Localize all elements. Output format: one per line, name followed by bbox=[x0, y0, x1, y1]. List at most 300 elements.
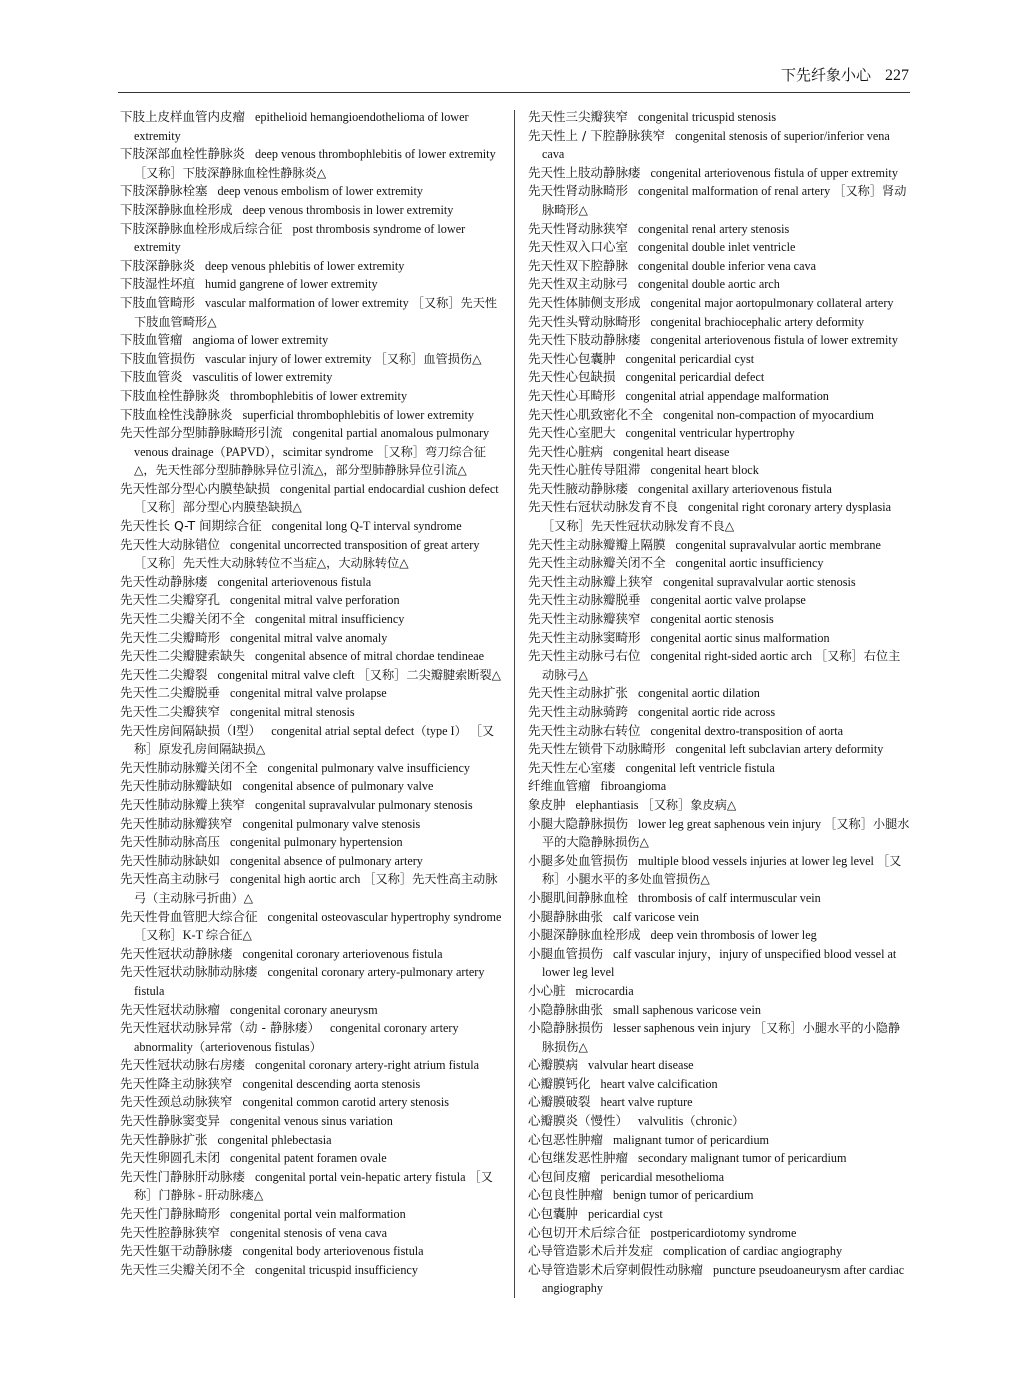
entry-term-english: congenital pulmonary hypertension bbox=[230, 835, 403, 850]
glossary-entry bbox=[528, 1131, 912, 1150]
entry-term-english: congenital osteovascular hypertrophy syndrome ［又称］K-T 综合征△ bbox=[134, 909, 502, 943]
entry-term-english: fibroangioma bbox=[600, 779, 667, 794]
entry-term-english: congenital mitral stenosis bbox=[230, 705, 355, 719]
entry-term-english: congenital right coronary artery dysplasia ［又称］先天性冠状动脉发育不良△ bbox=[542, 500, 892, 534]
glossary-entry bbox=[120, 517, 504, 536]
glossary-entry bbox=[120, 666, 504, 685]
glossary-entry bbox=[120, 1131, 504, 1150]
entry-term-chinese: 心瓣膜病 bbox=[528, 1057, 579, 1073]
glossary-entry bbox=[528, 1093, 912, 1112]
entry-term-english: congenital pericardial defect bbox=[625, 370, 765, 385]
glossary-entry bbox=[528, 703, 912, 722]
entry-term-chinese: 小隐静脉损伤 bbox=[528, 1020, 604, 1036]
glossary-entry bbox=[528, 257, 912, 276]
glossary-entry bbox=[120, 1093, 504, 1112]
entry-term-chinese: 心包囊肿 bbox=[528, 1206, 579, 1222]
entry-term-english: congenital mitral valve prolapse bbox=[230, 686, 387, 701]
entry-term-english: congenital descending aorta stenosis bbox=[242, 1076, 421, 1091]
entry-term-english: valvulitis（chronic） bbox=[638, 1114, 745, 1129]
entry-term-english: calf varicose vein bbox=[613, 909, 699, 924]
entry-term-chinese: 先天性心脏传导阻滞 bbox=[528, 462, 641, 478]
entry-term-chinese: 下肢血栓性浅静脉炎 bbox=[120, 406, 233, 422]
glossary-entry bbox=[528, 554, 912, 573]
entry-term-chinese: 先天性长 Q-T 间期综合征 bbox=[120, 518, 262, 534]
entry-term-chinese: 先天性三尖瓣狭窄 bbox=[528, 109, 629, 124]
entry-term-english: secondary malignant tumor of pericardium bbox=[638, 1151, 847, 1166]
glossary-entry bbox=[120, 833, 504, 852]
entry-term-chinese: 先天性主动脉弓右位 bbox=[528, 648, 641, 664]
entry-term-chinese: 先天性躯干动静脉瘘 bbox=[120, 1243, 233, 1259]
header-title: 下先纤象小心 bbox=[780, 66, 871, 84]
entry-term-chinese: 先天性骨血管肥大综合征 bbox=[120, 908, 258, 924]
glossary-entry bbox=[528, 331, 912, 350]
glossary-entry bbox=[528, 1149, 912, 1168]
glossary-entry bbox=[528, 629, 912, 648]
glossary-entry bbox=[528, 1112, 912, 1131]
glossary-entry bbox=[120, 406, 504, 425]
entry-term-chinese: 下肢血管瘤 bbox=[120, 332, 183, 348]
glossary-entry bbox=[528, 275, 912, 294]
glossary-entry bbox=[120, 536, 504, 573]
entry-term-chinese: 先天性降主动脉狭窄 bbox=[120, 1075, 233, 1091]
entry-term-english: congenital double inlet ventricle bbox=[638, 240, 796, 255]
entry-term-english: congenital left subclavian artery deformity bbox=[675, 742, 884, 757]
entry-term-english: congenital long Q-T interval syndrome bbox=[271, 519, 462, 534]
glossary-entry bbox=[120, 963, 504, 1000]
entry-term-chinese: 先天性主动脉瓣关闭不全 bbox=[528, 555, 666, 571]
glossary-entry bbox=[120, 1168, 504, 1205]
glossary-entry bbox=[120, 1224, 504, 1243]
entry-term-english: deep venous thrombosis in lower extremity bbox=[242, 202, 454, 217]
entry-term-english: post thrombosis syndrome of lower extremity bbox=[134, 221, 466, 255]
entry-term-english: congenital mitral valve cleft ［又称］二尖瓣腱索断裂△ bbox=[217, 667, 502, 682]
entry-term-chinese: 先天性心包缺损 bbox=[528, 369, 616, 385]
entry-term-chinese: 先天性体肺侧支形成 bbox=[528, 294, 641, 310]
entry-term-chinese: 小腿肌间静脉血栓 bbox=[528, 889, 629, 905]
entry-term-english: congenital brachiocephalic artery deformity bbox=[650, 314, 865, 329]
running-header bbox=[781, 64, 909, 85]
glossary-entry bbox=[120, 815, 504, 834]
entry-term-chinese: 心导管造影术后穿刺假性动脉瘤 bbox=[528, 1261, 704, 1277]
glossary-entry bbox=[528, 108, 912, 127]
entry-term-chinese: 先天性心包囊肿 bbox=[528, 350, 616, 366]
entry-term-english: congenital dextro-transposition of aorta bbox=[650, 723, 844, 738]
entry-term-english: congenital aortic ride across bbox=[638, 705, 776, 719]
entry-term-english: congenital common carotid artery stenosis bbox=[242, 1095, 449, 1110]
glossary-entry bbox=[528, 1186, 912, 1205]
glossary-entry bbox=[120, 294, 504, 331]
glossary-entry bbox=[528, 1168, 912, 1187]
glossary-entry bbox=[528, 313, 912, 332]
glossary-entry bbox=[528, 1205, 912, 1224]
entry-term-chinese: 先天性肺动脉瓣狭窄 bbox=[120, 815, 233, 831]
entry-term-chinese: 先天性冠状动静脉瘘 bbox=[120, 945, 233, 961]
entry-term-chinese: 下肢血管损伤 bbox=[120, 350, 196, 366]
entry-term-chinese: 先天性心肌致密化不全 bbox=[528, 406, 654, 422]
entry-term-english: congenital aortic stenosis bbox=[650, 612, 774, 627]
glossary-entry bbox=[528, 852, 912, 889]
glossary-entry bbox=[120, 1149, 504, 1168]
entry-term-english: congenital arteriovenous fistula of upper extremity bbox=[650, 165, 898, 180]
entry-term-english: congenital atrial appendage malformation bbox=[625, 388, 829, 403]
entry-term-english: congenital axillary arteriovenous fistula bbox=[638, 481, 832, 496]
entry-term-chinese: 先天性左心室瘘 bbox=[528, 759, 616, 775]
entry-term-chinese: 先天性肺动脉瓣上狭窄 bbox=[120, 796, 246, 812]
entry-term-english: congenital absence of pulmonary valve bbox=[242, 779, 434, 794]
glossary-entry bbox=[528, 1242, 912, 1261]
glossary-entry bbox=[528, 740, 912, 759]
entry-term-chinese: 先天性二尖瓣穿孔 bbox=[120, 592, 221, 608]
entry-term-chinese: 先天性心耳畸形 bbox=[528, 387, 616, 403]
glossary-entry bbox=[528, 1001, 912, 1020]
entry-term-english: deep venous thrombophlebitis of lower extremity ［又称］下肢深静脉血栓性静脉炎△ bbox=[134, 147, 496, 180]
entry-term-english: congenital heart block bbox=[650, 463, 759, 478]
entry-term-chinese: 下肢血管畸形 bbox=[120, 294, 196, 310]
entry-term-chinese: 先天性动静脉瘘 bbox=[120, 573, 208, 589]
entry-term-chinese: 心瓣膜炎（慢性） bbox=[528, 1113, 629, 1129]
glossary-entry bbox=[120, 722, 504, 759]
entry-term-english: congenital pulmonary valve insufficiency bbox=[267, 760, 471, 775]
entry-term-english: thrombophlebitis of lower extremity bbox=[230, 388, 408, 403]
entry-term-english: malignant tumor of pericardium bbox=[613, 1132, 770, 1147]
glossary-entry bbox=[528, 461, 912, 480]
entry-term-chinese: 下肢血栓性静脉炎 bbox=[120, 387, 221, 403]
entry-term-english: congenital partial anomalous pulmonary venous drainage（PAPVD），scimitar syndrome ［又称］弯刀综合征△，先天性部分型肺静脉异位引流△，部分型肺静脉异位引流△ bbox=[134, 426, 490, 478]
entry-term-english: pericardial mesothelioma bbox=[600, 1169, 725, 1184]
entry-term-chinese: 先天性上 / 下腔静脉狭窄 bbox=[528, 127, 666, 143]
entry-term-chinese: 心瓣膜破裂 bbox=[528, 1094, 591, 1110]
entry-term-chinese: 小腿深静脉血栓形成 bbox=[528, 927, 641, 943]
glossary-entry bbox=[120, 591, 504, 610]
glossary-entry bbox=[528, 368, 912, 387]
entry-term-chinese: 先天性大动脉错位 bbox=[120, 536, 221, 552]
entry-term-english: congenital mitral insufficiency bbox=[255, 612, 405, 627]
entry-term-english: deep venous phlebitis of lower extremity bbox=[205, 258, 405, 273]
glossary-entry bbox=[528, 424, 912, 443]
entry-term-english: calf vascular injury，injury of unspecified blood vessel at lower leg level bbox=[542, 946, 897, 980]
entry-term-chinese: 下肢深静脉炎 bbox=[120, 257, 196, 273]
entry-term-chinese: 纤维血管瘤 bbox=[528, 778, 591, 794]
entry-term-chinese: 先天性腔静脉狭窄 bbox=[120, 1224, 221, 1240]
entry-term-chinese: 下肢上皮样血管内皮瘤 bbox=[120, 109, 246, 124]
entry-term-chinese: 先天性双入口心室 bbox=[528, 239, 629, 255]
entry-term-english: congenital coronary artery abnormality（arteriovenous fistulas） bbox=[134, 1021, 459, 1054]
glossary-entry bbox=[528, 796, 912, 815]
glossary-entry bbox=[120, 368, 504, 387]
glossary-entry bbox=[528, 777, 912, 796]
glossary-entry bbox=[120, 945, 504, 964]
entry-term-chinese: 小腿静脉曲张 bbox=[528, 908, 604, 924]
glossary-entry bbox=[528, 591, 912, 610]
entry-term-english: congenital aortic dilation bbox=[638, 686, 760, 701]
entry-term-chinese: 先天性冠状动脉肺动脉瘘 bbox=[120, 964, 258, 980]
glossary-entry bbox=[120, 1242, 504, 1261]
entry-term-chinese: 先天性颈总动脉狭窄 bbox=[120, 1094, 233, 1110]
glossary-entry bbox=[120, 759, 504, 778]
entry-term-chinese: 小心脏 bbox=[528, 982, 566, 998]
entry-term-chinese: 先天性主动脉窦畸形 bbox=[528, 629, 641, 645]
entry-term-english: congenital aortic insufficiency bbox=[675, 556, 824, 571]
entry-term-english: congenital stenosis of vena cava bbox=[230, 1225, 388, 1240]
glossary-entry bbox=[120, 108, 504, 145]
entry-term-chinese: 先天性肾动脉狭窄 bbox=[528, 220, 629, 236]
entry-term-chinese: 心包间皮瘤 bbox=[528, 1168, 591, 1184]
entry-term-chinese: 先天性静脉扩张 bbox=[120, 1131, 208, 1147]
glossary-entry bbox=[120, 796, 504, 815]
entry-term-chinese: 心包良性肿瘤 bbox=[528, 1187, 604, 1203]
glossary-entry bbox=[528, 722, 912, 741]
entry-term-chinese: 先天性上肢动静脉瘘 bbox=[528, 164, 641, 180]
entry-term-english: epithelioid hemangioendothelioma of lower extremity bbox=[134, 110, 469, 143]
header-rule bbox=[118, 92, 910, 93]
glossary-entry bbox=[528, 815, 912, 852]
entry-term-english: congenital aortic sinus malformation bbox=[650, 630, 830, 645]
glossary-entry bbox=[528, 1261, 912, 1298]
glossary-entry bbox=[120, 852, 504, 871]
entry-term-chinese: 先天性主动脉右转位 bbox=[528, 722, 641, 738]
entry-term-english: congenital absence of pulmonary artery bbox=[230, 853, 423, 868]
entry-term-english: congenital coronary arteriovenous fistula bbox=[242, 946, 443, 961]
glossary-entry bbox=[528, 684, 912, 703]
entry-term-english: deep vein thrombosis of lower leg bbox=[650, 928, 817, 943]
entry-term-chinese: 先天性冠状动脉异常（动 - 静脉瘘） bbox=[120, 1020, 320, 1036]
entry-term-chinese: 先天性肺动脉缺如 bbox=[120, 852, 221, 868]
entry-term-chinese: 先天性主动脉瓣脱垂 bbox=[528, 592, 641, 608]
entry-term-chinese: 先天性门静脉畸形 bbox=[120, 1206, 221, 1222]
entry-term-english: congenital coronary artery-pulmonary artery fistula bbox=[134, 965, 485, 998]
glossary-entry bbox=[528, 759, 912, 778]
entry-term-english: thrombosis of calf intermuscular vein bbox=[638, 890, 821, 905]
entry-term-chinese: 先天性三尖瓣关闭不全 bbox=[120, 1261, 246, 1277]
glossary-entry bbox=[120, 777, 504, 796]
glossary-entry bbox=[528, 982, 912, 1001]
glossary-entry bbox=[120, 908, 504, 945]
glossary-entry bbox=[120, 424, 504, 480]
entry-term-english: pericardial cyst bbox=[588, 1207, 663, 1222]
entry-term-chinese: 先天性右冠状动脉发育不良 bbox=[528, 499, 679, 515]
glossary-entry bbox=[120, 870, 504, 907]
glossary-entry bbox=[120, 387, 504, 406]
entry-term-chinese: 先天性心脏病 bbox=[528, 443, 604, 459]
entry-term-english: congenital portal vein-hepatic artery fistula ［又称］门静脉 - 肝动脉瘘△ bbox=[134, 1169, 493, 1203]
glossary-entry bbox=[120, 201, 504, 220]
entry-term-english: congenital high aortic arch ［又称］先天性高主动脉弓（主动脉弓折曲）△ bbox=[134, 872, 498, 905]
entry-term-chinese: 小腿血管损伤 bbox=[528, 945, 604, 961]
entry-term-chinese: 下肢深静脉血栓形成 bbox=[120, 201, 233, 217]
glossary-entry bbox=[120, 1112, 504, 1131]
entry-term-chinese: 先天性肺动脉瓣缺如 bbox=[120, 778, 233, 794]
glossary-entry bbox=[528, 127, 912, 164]
entry-term-chinese: 先天性部分型心内膜垫缺损 bbox=[120, 480, 271, 496]
entry-term-chinese: 先天性部分型肺静脉畸形引流 bbox=[120, 425, 283, 441]
entry-term-chinese: 心包切开术后综合征 bbox=[528, 1224, 641, 1240]
entry-term-english: congenital non-compaction of myocardium bbox=[663, 407, 874, 422]
entry-term-english: congenital atrial septal defect（type I） ［又称］原发孔房间隔缺损△ bbox=[134, 723, 495, 757]
glossary-entry bbox=[528, 1056, 912, 1075]
entry-term-chinese: 先天性主动脉瓣瓣上隔膜 bbox=[528, 536, 666, 552]
glossary-entry bbox=[120, 647, 504, 666]
entry-term-english: congenital tricuspid stenosis bbox=[638, 110, 777, 124]
entry-term-english: congenital left ventricle fistula bbox=[625, 760, 775, 775]
entry-term-english: congenital double aortic arch bbox=[638, 277, 780, 292]
entry-term-english: congenital supravalvular aortic membrane bbox=[675, 537, 881, 552]
entry-term-chinese: 小腿多处血管损伤 bbox=[528, 852, 629, 868]
entry-term-chinese: 心包继发恶性肿瘤 bbox=[528, 1150, 629, 1166]
glossary-entry bbox=[528, 443, 912, 462]
glossary-entry bbox=[120, 220, 504, 257]
entry-term-chinese: 下肢深静脉栓塞 bbox=[120, 183, 208, 199]
glossary-entry bbox=[528, 573, 912, 592]
entry-term-chinese: 先天性左锁骨下动脉畸形 bbox=[528, 741, 666, 757]
glossary-entry bbox=[528, 889, 912, 908]
entry-term-chinese: 心瓣膜钙化 bbox=[528, 1075, 591, 1091]
glossary-entry bbox=[528, 926, 912, 945]
glossary-entry bbox=[120, 182, 504, 201]
entry-term-english: vascular injury of lower extremity ［又称］血管损伤△ bbox=[205, 351, 482, 366]
entry-term-english: lesser saphenous vein injury ［又称］小腿水平的小隐静脉损伤△ bbox=[542, 1021, 901, 1054]
entry-term-english: congenital aortic valve prolapse bbox=[650, 593, 806, 608]
entry-term-chinese: 心包恶性肿瘤 bbox=[528, 1131, 604, 1147]
glossary-entry bbox=[120, 1019, 504, 1056]
entry-term-english: congenital supravalvular aortic stenosis bbox=[663, 574, 856, 589]
entry-term-chinese: 小腿大隐静脉损伤 bbox=[528, 815, 629, 831]
entry-term-chinese: 先天性双主动脉弓 bbox=[528, 276, 629, 292]
glossary-entry bbox=[120, 350, 504, 369]
entry-term-chinese: 先天性门静脉肝动脉瘘 bbox=[120, 1168, 246, 1184]
glossary-entry bbox=[528, 610, 912, 629]
glossary-entry bbox=[528, 406, 912, 425]
entry-term-chinese: 下肢湿性坏疽 bbox=[120, 276, 196, 292]
glossary-entry bbox=[120, 275, 504, 294]
glossary-entry bbox=[528, 498, 912, 535]
glossary-entry bbox=[120, 703, 504, 722]
entry-term-chinese: 先天性静脉窦变异 bbox=[120, 1113, 221, 1129]
entry-term-english: postpericardiotomy syndrome bbox=[650, 1225, 797, 1240]
entry-term-chinese: 先天性双下腔静脉 bbox=[528, 257, 629, 273]
entry-term-chinese: 下肢深部血栓性静脉炎 bbox=[120, 146, 246, 162]
glossary-entry bbox=[120, 331, 504, 350]
glossary-entry bbox=[528, 480, 912, 499]
entry-term-english: superficial thrombophlebitis of lower extremity bbox=[242, 407, 475, 422]
glossary-entry bbox=[120, 1056, 504, 1075]
entry-term-english: elephantiasis ［又称］象皮病△ bbox=[575, 797, 737, 812]
entry-term-english: congenital mitral valve anomaly bbox=[230, 630, 388, 645]
entry-term-chinese: 下肢血管炎 bbox=[120, 369, 183, 385]
entry-term-english: congenital stenosis of superior/inferior vena cava bbox=[542, 128, 890, 162]
entry-term-english: congenital major aortopulmonary collateral artery bbox=[650, 295, 894, 310]
entry-term-chinese: 先天性二尖瓣关闭不全 bbox=[120, 611, 246, 627]
glossary-entry bbox=[528, 238, 912, 257]
entry-term-english: congenital uncorrected transposition of great artery ［又称］先天性大动脉转位不当症△，大动脉转位△ bbox=[134, 537, 480, 571]
entry-term-english: congenital tricuspid insufficiency bbox=[255, 1262, 418, 1277]
page-number: 227 bbox=[885, 67, 909, 84]
entry-term-english: angioma of lower extremity bbox=[192, 333, 329, 348]
entry-term-english: congenital supravalvular pulmonary stenosis bbox=[255, 797, 473, 812]
entry-term-chinese: 先天性高主动脉弓 bbox=[120, 871, 221, 887]
entry-term-chinese: 先天性冠状动脉瘤 bbox=[120, 1001, 221, 1017]
entry-term-chinese: 先天性二尖瓣畸形 bbox=[120, 629, 221, 645]
entry-term-english: congenital venous sinus variation bbox=[230, 1114, 393, 1129]
entry-term-chinese: 先天性二尖瓣裂 bbox=[120, 666, 208, 682]
entry-term-chinese: 先天性主动脉瓣上狭窄 bbox=[528, 573, 654, 589]
column-divider bbox=[514, 110, 515, 1298]
entry-term-english: puncture pseudoaneurysm after cardiac angiography bbox=[542, 1262, 905, 1296]
entry-term-chinese: 先天性肺动脉高压 bbox=[120, 834, 221, 850]
glossary-entry bbox=[528, 182, 912, 219]
entry-term-chinese: 先天性二尖瓣脱垂 bbox=[120, 685, 221, 701]
entry-term-english: benign tumor of pericardium bbox=[613, 1188, 754, 1203]
left-column bbox=[120, 108, 504, 1279]
entry-term-english: congenital portal vein malformation bbox=[230, 1207, 406, 1222]
entry-term-english: congenital arteriovenous fistula of lower extremity bbox=[650, 333, 898, 348]
entry-term-chinese: 下肢深静脉血栓形成后综合征 bbox=[120, 220, 283, 236]
entry-term-chinese: 先天性二尖瓣腱索缺失 bbox=[120, 648, 246, 664]
entry-term-english: heart valve rupture bbox=[600, 1095, 693, 1110]
glossary-entry bbox=[120, 1261, 504, 1280]
glossary-entry bbox=[528, 1019, 912, 1056]
glossary-entry bbox=[120, 145, 504, 182]
entry-term-english: congenital absence of mitral chordae tendineae bbox=[255, 649, 485, 664]
glossary-entry bbox=[528, 536, 912, 555]
entry-term-chinese: 先天性房间隔缺损（Ⅰ型） bbox=[120, 722, 262, 738]
glossary-entry bbox=[120, 610, 504, 629]
glossary-entry bbox=[528, 220, 912, 239]
glossary-entry bbox=[528, 350, 912, 369]
entry-term-english: vasculitis of lower extremity bbox=[192, 370, 333, 385]
entry-term-english: lower leg great saphenous vein injury ［又称］小腿水平的大隐静脉损伤△ bbox=[542, 816, 910, 850]
glossary-entry bbox=[120, 1075, 504, 1094]
entry-term-chinese: 先天性二尖瓣狭窄 bbox=[120, 704, 221, 719]
right-column bbox=[528, 108, 912, 1298]
entry-term-chinese: 先天性腋动静脉瘘 bbox=[528, 480, 629, 496]
glossary-entry bbox=[120, 1205, 504, 1224]
entry-term-english: congenital coronary aneurysm bbox=[230, 1002, 378, 1017]
entry-term-english: congenital double inferior vena cava bbox=[638, 258, 817, 273]
entry-term-chinese: 小隐静脉曲张 bbox=[528, 1001, 604, 1017]
entry-term-english: vascular malformation of lower extremity ［又称］先天性下肢血管畸形△ bbox=[134, 295, 498, 329]
entry-term-english: congenital malformation of renal artery ［又称］肾动脉畸形△ bbox=[542, 184, 907, 217]
glossary-entry bbox=[120, 257, 504, 276]
glossary-entry bbox=[528, 1075, 912, 1094]
glossary-entry bbox=[528, 647, 912, 684]
glossary-entry bbox=[120, 684, 504, 703]
entry-term-english: valvular heart disease bbox=[588, 1058, 694, 1073]
entry-term-chinese: 先天性主动脉扩张 bbox=[528, 685, 629, 701]
glossary-entry bbox=[120, 573, 504, 592]
entry-term-english: complication of cardiac angiography bbox=[663, 1244, 843, 1259]
entry-term-chinese: 先天性头臂动脉畸形 bbox=[528, 313, 641, 329]
entry-term-english: congenital coronary artery-right atrium fistula bbox=[255, 1058, 480, 1073]
glossary-entry bbox=[120, 480, 504, 517]
glossary-entry bbox=[528, 908, 912, 927]
entry-term-chinese: 心导管造影术后并发症 bbox=[528, 1243, 654, 1259]
entry-term-english: congenital partial endocardial cushion defect ［又称］部分型心内膜垫缺损△ bbox=[134, 481, 499, 515]
glossary-entry bbox=[120, 629, 504, 648]
entry-term-chinese: 先天性下肢动静脉瘘 bbox=[528, 332, 641, 348]
entry-term-english: congenital body arteriovenous fistula bbox=[242, 1244, 424, 1259]
entry-term-english: congenital renal artery stenosis bbox=[638, 221, 790, 236]
entry-term-chinese: 先天性主动脉瓣狭窄 bbox=[528, 611, 641, 627]
entry-term-chinese: 先天性冠状动脉右房瘘 bbox=[120, 1057, 246, 1073]
entry-term-chinese: 先天性主动脉骑跨 bbox=[528, 704, 629, 719]
entry-term-english: deep venous embolism of lower extremity bbox=[217, 184, 423, 199]
entry-term-chinese: 先天性心室肥大 bbox=[528, 425, 616, 441]
entry-term-english: heart valve calcification bbox=[600, 1076, 718, 1091]
entry-term-english: multiple blood vessels injuries at lower leg level ［又称］小腿水平的多处血管损伤△ bbox=[542, 853, 902, 887]
entry-term-english: congenital arteriovenous fistula bbox=[217, 574, 372, 589]
glossary-entry bbox=[528, 294, 912, 313]
entry-term-english: congenital ventricular hypertrophy bbox=[625, 426, 795, 441]
